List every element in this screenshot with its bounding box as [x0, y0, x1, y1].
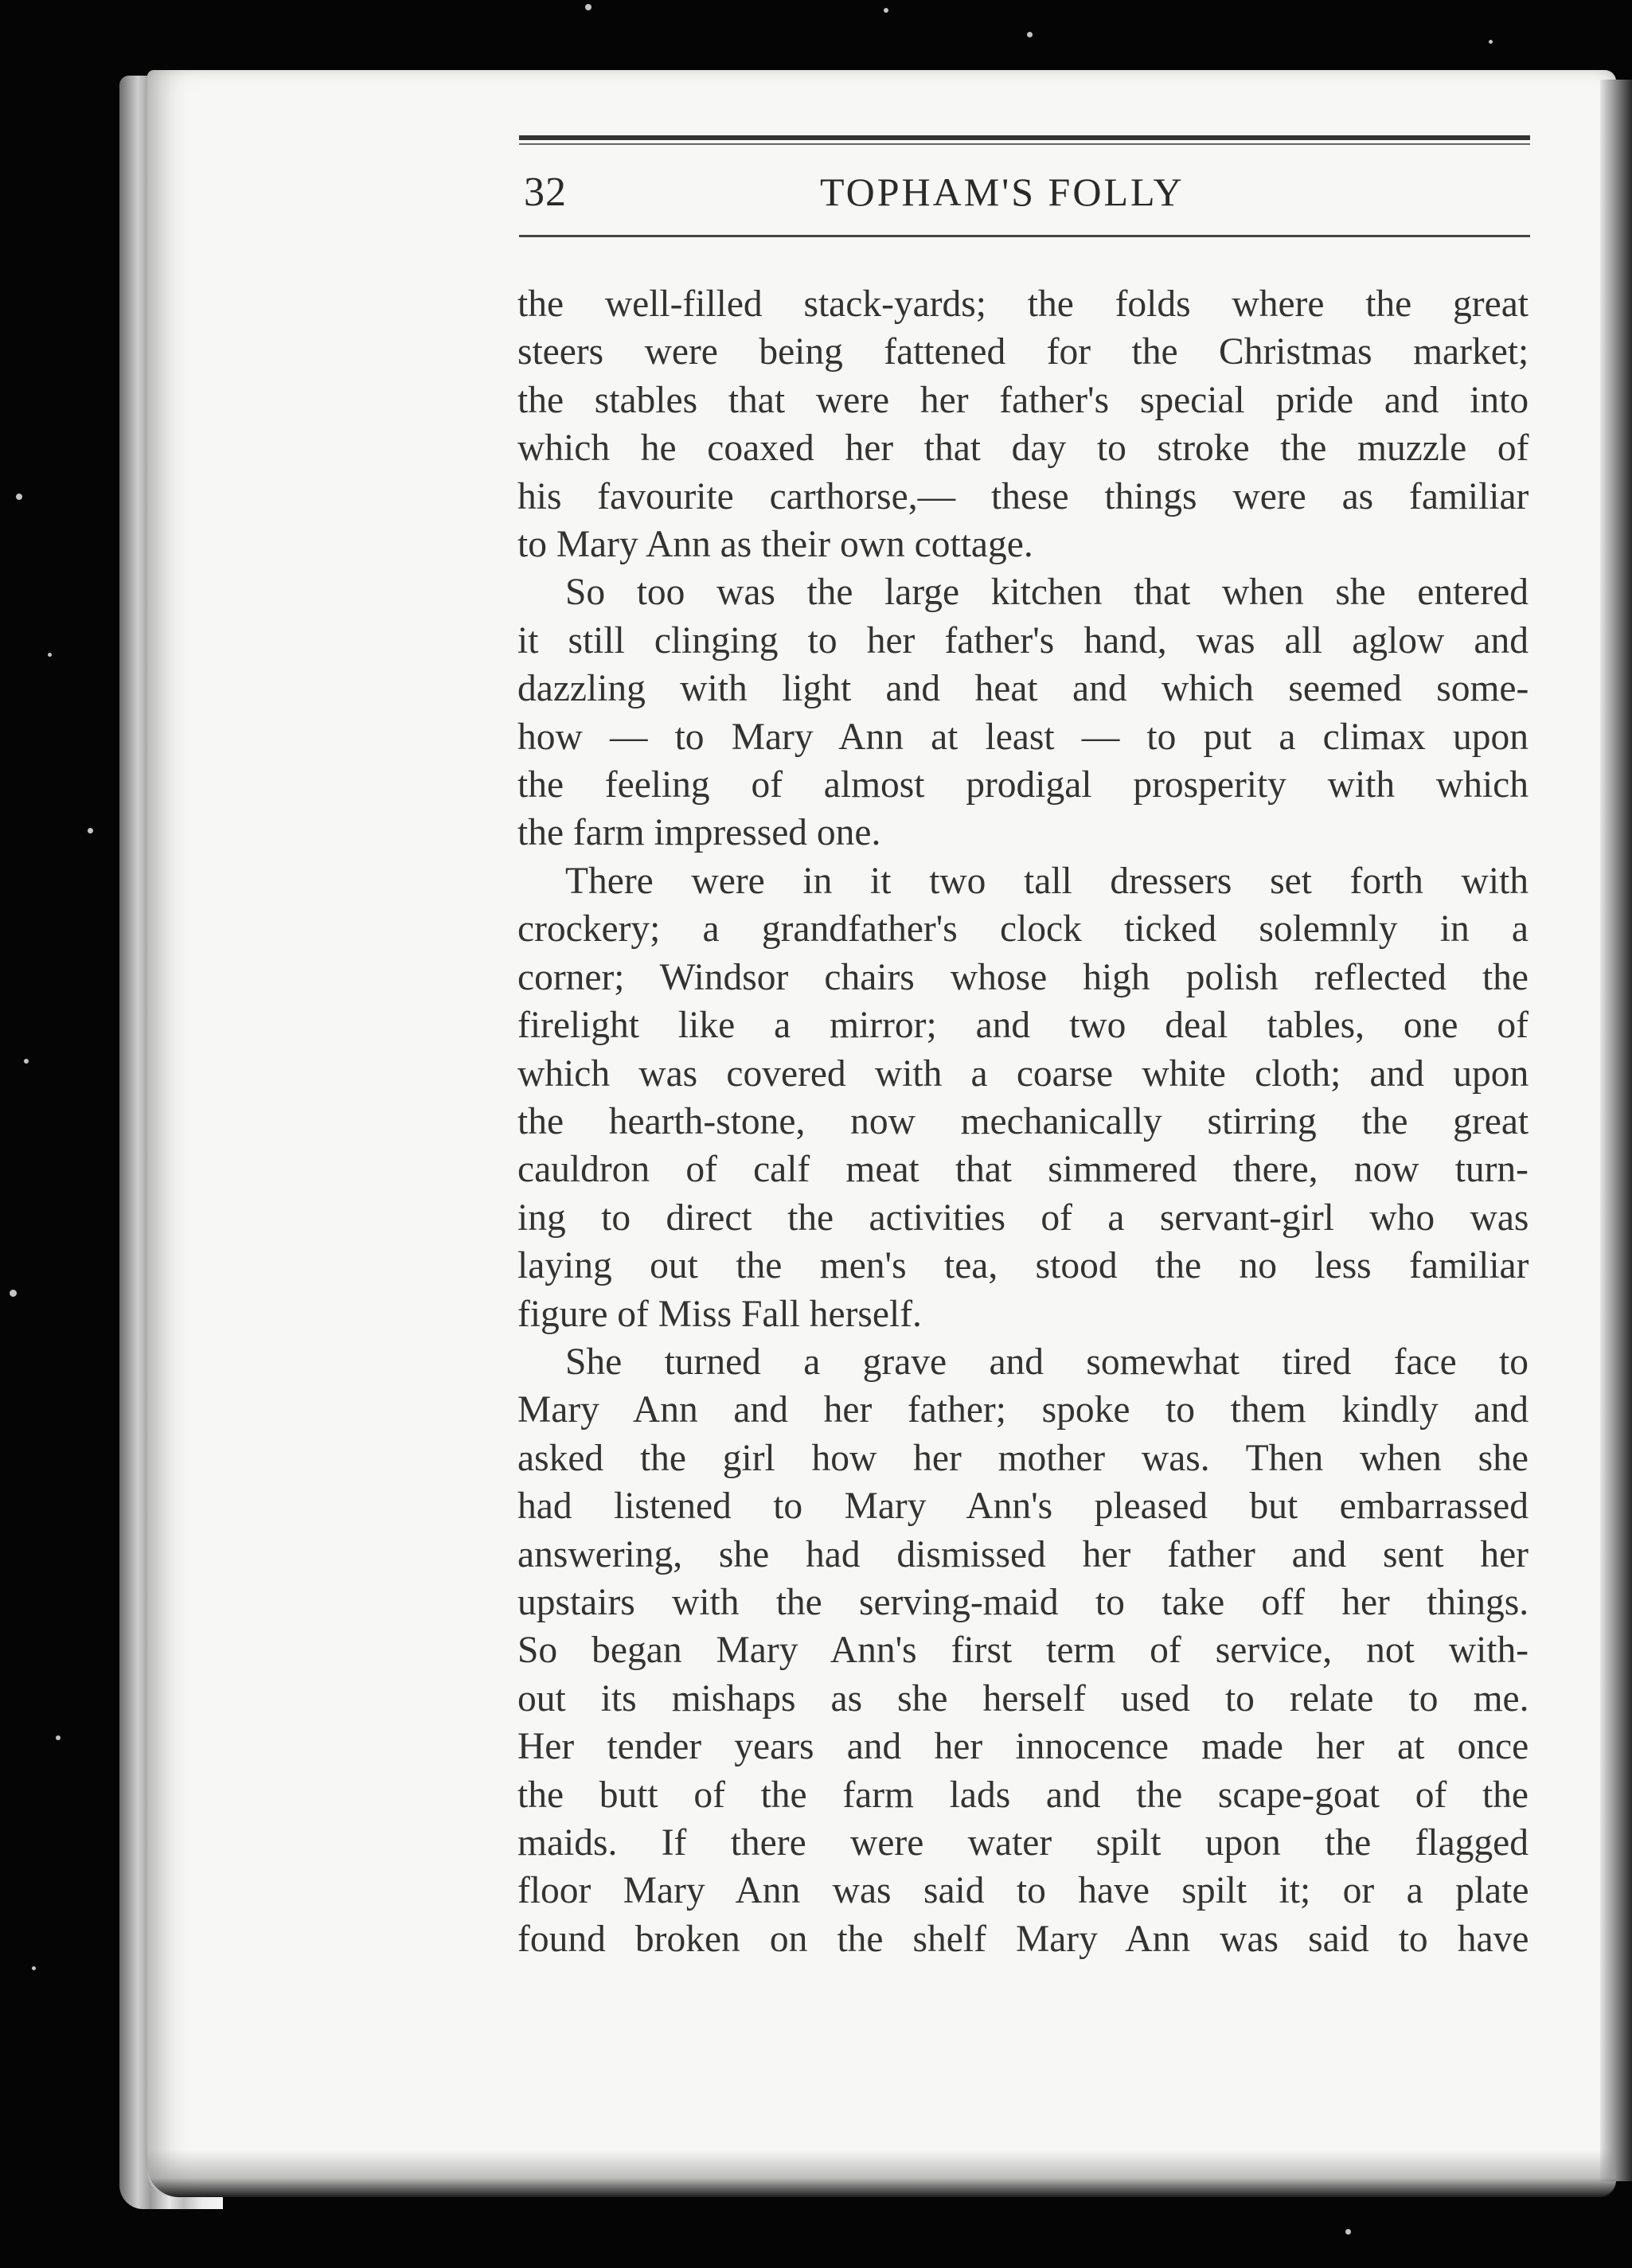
header-rule-top-thin	[519, 143, 1530, 145]
page-number: 32	[524, 170, 567, 215]
text-line: upstairs with the serving-maid to take off her things.	[517, 1581, 1529, 1623]
dust-speck	[16, 494, 22, 500]
dust-speck	[88, 828, 93, 833]
text-line: out its mishaps as she herself used to relate to me.	[517, 1677, 1529, 1720]
header-rule-bottom	[519, 235, 1530, 237]
text-line: Mary Ann and her father; spoke to them kindly and	[517, 1389, 1529, 1431]
page-bottom-shadow	[147, 2149, 1616, 2197]
text-line: corner; Windsor chairs whose high polish reflected the	[517, 956, 1529, 998]
text-line: to Mary Ann as their own cottage.	[517, 524, 1033, 566]
text-line: floor Mary Ann was said to have spilt it; or a plate	[517, 1870, 1529, 1912]
text-line: So began Mary Ann's first term of service, not with-	[517, 1630, 1529, 1672]
dust-speck	[32, 1966, 36, 1970]
text-line: steers were being fattened for the Christmas market;	[517, 331, 1529, 373]
text-line: Her tender years and her innocence made her at once	[517, 1726, 1529, 1768]
text-line: cauldron of calf meat that simmered there, now turn-	[517, 1149, 1529, 1191]
text-line: which was covered with a coarse white cloth; and upon	[517, 1052, 1529, 1095]
header-rule-top	[519, 135, 1530, 140]
text-line: figure of Miss Fall herself.	[517, 1293, 922, 1335]
text-line: had listened to Mary Ann's pleased but embarrassed	[517, 1485, 1529, 1528]
text-line: how — to Mary Ann at least — to put a climax upon	[517, 716, 1529, 758]
text-line: the stables that were her father's special pride and into	[517, 379, 1529, 421]
dust-speck	[10, 1290, 17, 1297]
text-line: She turned a grave and somewhat tired face to	[565, 1341, 1529, 1383]
dust-speck	[24, 1059, 29, 1064]
text-line: So too was the large kitchen that when she entered	[565, 572, 1529, 614]
text-line: which he coaxed her that day to stroke the muzzle of	[517, 427, 1529, 470]
text-line: crockery; a grandfather's clock ticked solemnly in a	[517, 908, 1529, 951]
text-line: his favourite carthorse,— these things were as familiar	[517, 475, 1529, 517]
text-line: found broken on the shelf Mary Ann was said to have	[517, 1918, 1529, 1960]
text-line: firelight like a mirror; and two deal tables, one of	[517, 1005, 1529, 1047]
text-line: the hearth-stone, now mechanically stirring the great	[517, 1100, 1529, 1142]
dust-speck	[1489, 40, 1493, 44]
text-line: the well-filled stack-yards; the folds where the great	[517, 283, 1529, 325]
body-text	[517, 280, 1529, 1963]
text-line: maids. If there were water spilt upon the flagged	[517, 1822, 1529, 1864]
dust-speck	[884, 8, 888, 13]
text-line: dazzling with light and heat and which seemed some-	[517, 668, 1529, 710]
dust-speck	[1345, 2229, 1351, 2235]
text-line: answering, she had dismissed her father and sent her	[517, 1533, 1529, 1575]
text-line: the butt of the farm lads and the scape-goat of the	[517, 1774, 1529, 1816]
page-right-edge	[1600, 80, 1632, 2181]
text-line: asked the girl how her mother was. Then when she	[517, 1437, 1529, 1479]
text-line: it still clinging to her father's hand, was all aglow and	[517, 619, 1529, 662]
dust-speck	[585, 4, 592, 10]
text-line: the farm impressed one.	[517, 812, 881, 854]
text-line: There were in it two tall dressers set forth with	[565, 860, 1529, 902]
text-line: ing to direct the activities of a servant-girl who was	[517, 1196, 1529, 1239]
dust-speck	[48, 653, 52, 657]
text-line: the feeling of almost prodigal prosperity with which	[517, 764, 1529, 806]
text-line: laying out the men's tea, stood the no less familiar	[517, 1245, 1529, 1287]
dust-speck	[56, 1735, 61, 1740]
running-title: TOPHAM'S FOLLY	[820, 170, 1185, 214]
dust-speck	[1027, 32, 1033, 37]
